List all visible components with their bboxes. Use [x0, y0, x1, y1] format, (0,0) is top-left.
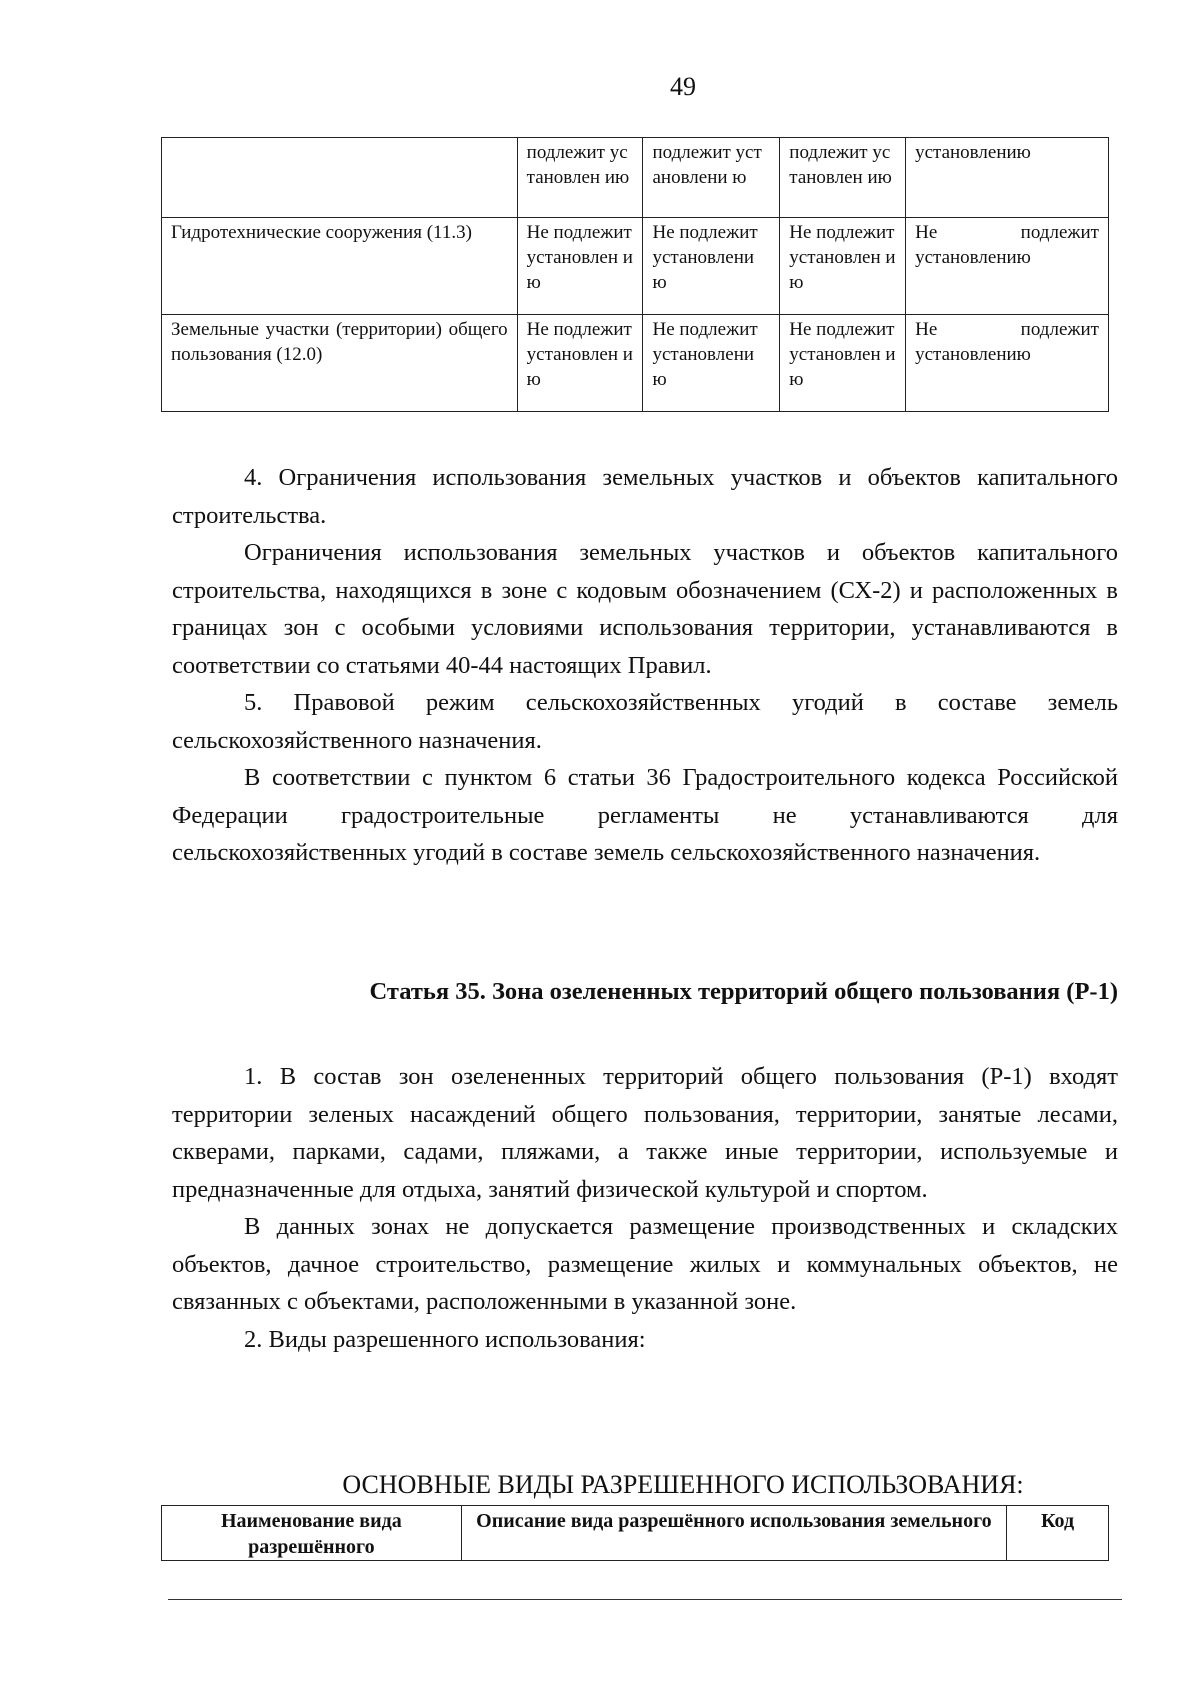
paragraph: 1. В состав зон озелененных территорий общего пользования (Р-1) входят территории зеленых насаждений общего пользования, территории, занятые лесами, скверами, парками, садами, пляжами, а также иные территории, используемые и предназначенные для отдыха, занятий физической культурой и спортом.: [172, 1063, 1118, 1203]
table-row: [162, 315, 1109, 412]
section-text-bottom: [172, 1058, 1118, 1358]
paragraph: 2. Виды разрешенного использования:: [244, 1325, 646, 1353]
column-header: Код: [1007, 1506, 1109, 1561]
table-row: [162, 138, 1109, 218]
table-cell: подлежит установлен ию: [517, 138, 643, 218]
column-header: Наименование вида разрешённого: [162, 1506, 462, 1561]
table-cell: Не подлежит установлен ию: [517, 218, 643, 315]
paragraph: 4. Ограничения использования земельных участков и объектов капитального строительства.: [172, 464, 1118, 529]
paragraph: Ограничения использования земельных участков и объектов капитального строительства, находящихся в зоне с кодовым обозначением (СХ-2) и расположенных в границах зон с особыми условиями использования территории, устанавливаются в соответствии со статьями 40-44 настоящих Правил.: [172, 539, 1118, 679]
table-cell: Не подлежит установлен ию: [780, 315, 906, 412]
paragraph: В соответствии с пунктом 6 статьи 36 Градостроительного кодекса Российской Федерации градостроительные регламенты не устанавливаются для сельскохозяйственных угодий в составе земель сельскохозяйственного назначения.: [172, 764, 1118, 866]
paragraph: В данных зонах не допускается размещение производственных и складских объектов, дачное строительство, размещение жилых и коммунальных объектов, не связанных с объектами, расположенными в указанной зоне.: [172, 1213, 1118, 1315]
table-title: ОСНОВНЫЕ ВИДЫ РАЗРЕШЕННОГО ИСПОЛЬЗОВАНИЯ:: [342, 1470, 1024, 1499]
table-header-row: [162, 1506, 1109, 1561]
land-use-table: [161, 137, 1109, 412]
footer-divider: [168, 1599, 1122, 1600]
table-cell: Не подлежит установлени ю: [643, 218, 780, 315]
table-cell-name: Земельные участки (территории) общего пользования (12.0): [162, 315, 518, 412]
table-cell-name: [162, 138, 518, 218]
table-cell: Не подлежит установлени ю: [643, 315, 780, 412]
table-cell: Не подлежит установлен ию: [517, 315, 643, 412]
table-cell: подлежит установлени ю: [643, 138, 780, 218]
table-cell: Не подлежит установлению: [906, 218, 1109, 315]
permitted-use-table: [161, 1505, 1109, 1561]
table-row: [162, 218, 1109, 315]
table-cell: Не подлежит установлению: [906, 315, 1109, 412]
table-cell: установлению: [906, 138, 1109, 218]
article-heading: Статья 35. Зона озелененных территорий общего пользования (Р-1): [369, 978, 1118, 1005]
paragraph: 5. Правовой режим сельскохозяйственных угодий в составе земель сельскохозяйственного назначения.: [172, 689, 1118, 754]
table-cell-name: Гидротехнические сооружения (11.3): [162, 218, 518, 315]
section-text-top: [172, 459, 1118, 872]
table-cell: Не подлежит установлен ию: [780, 218, 906, 315]
table-cell: подлежит установлен ию: [780, 138, 906, 218]
column-header: Описание вида разрешённого использования земельного: [461, 1506, 1006, 1561]
page-number: 49: [670, 72, 696, 101]
